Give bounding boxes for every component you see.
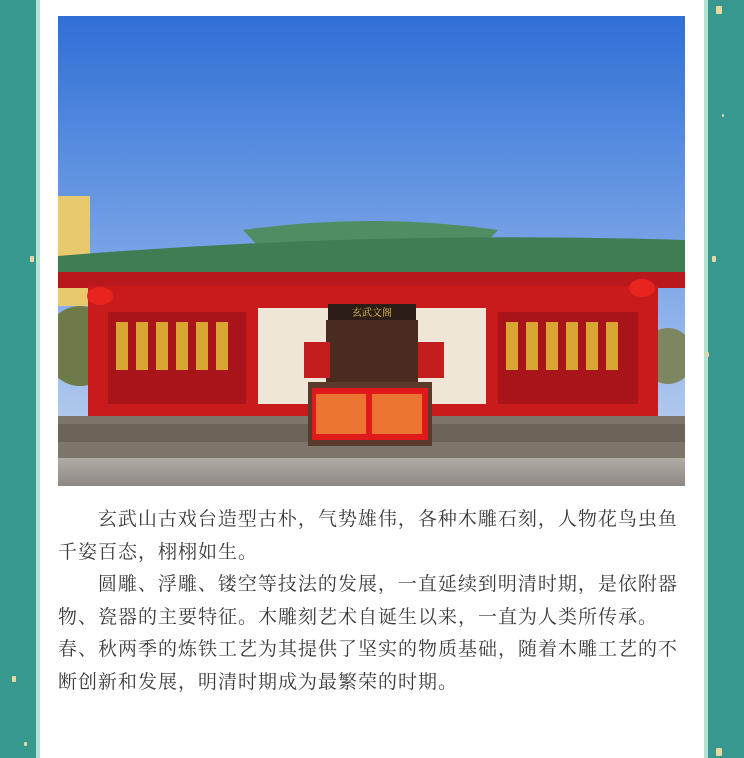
right-frame-edge (704, 0, 708, 758)
article-paragraph: 圆雕、浮雕、镂空等技法的发展，一直延续到明清时期，是依附器物、瓷器的主要特征。木雕刻艺术自诞生以来，一直为人类所传承。春、秋两季的炼铁工艺为其提供了坚实的物质基础，随着木雕工艺的不断创新和发展，明清时期成为最繁荣的时期。 (58, 573, 679, 693)
lantern (87, 287, 113, 305)
right-frame-band (708, 0, 744, 758)
main-roof-eave (58, 272, 685, 288)
stage-window (418, 342, 444, 378)
article-body (58, 503, 685, 698)
ground (58, 454, 685, 486)
left-frame-band (0, 0, 36, 758)
lantern (629, 279, 655, 297)
frame-speck (24, 742, 27, 746)
info-sign-text-block (316, 394, 366, 434)
frame-speck (722, 114, 724, 117)
info-sign-text-block (372, 394, 422, 434)
frame-speck (12, 676, 16, 682)
stage-window (304, 342, 330, 378)
frame-speck (706, 352, 709, 357)
content-panel (40, 0, 704, 758)
frame-speck (30, 256, 34, 262)
frame-speck (716, 6, 722, 14)
opera-stage-photo (58, 16, 685, 486)
frame-speck (712, 256, 716, 262)
plaque-text: 玄武文阁 (352, 308, 392, 319)
side-building (58, 196, 90, 306)
frame-speck (716, 748, 722, 756)
article-paragraph: 玄武山古戏台造型古朴，气势雄伟，各种木雕石刻，人物花鸟虫鱼千姿百态，栩栩如生。 (58, 508, 678, 563)
